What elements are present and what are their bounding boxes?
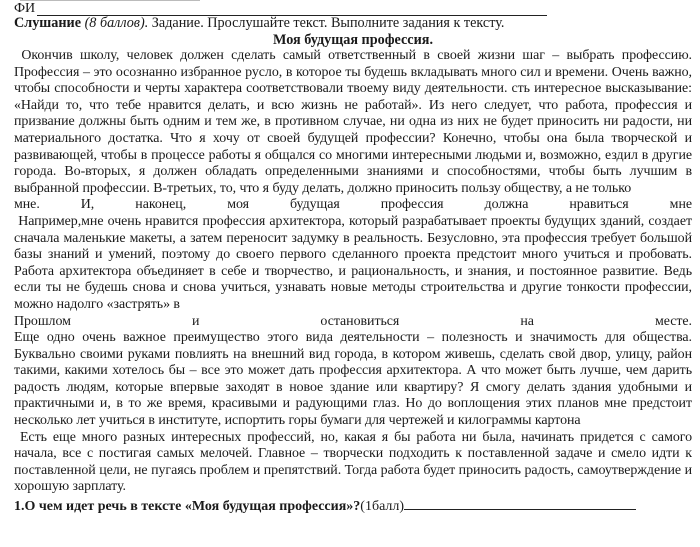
task-text: Задание. Прослушайте текст. Выполните задания к тексту. bbox=[151, 15, 505, 31]
answer-line[interactable] bbox=[404, 497, 636, 510]
task-points: (8 баллов). bbox=[84, 15, 149, 31]
question-text: 1.О чем идет речь в тексте «Моя будущая профессия»? bbox=[14, 499, 361, 515]
paragraph-1: Окончив школу, человек должен сделать самый ответственный в своей жизни шаг – выбрать профессию. Профессия – это осознанно избранное русло, в которое ты будешь вкладывать много сил и времени. Очень важно, чтобы способности и черты характера соответствовали твоему виду деятельности. сть интересное высказывание: «Найди то, что тебе нравится делать, и всю жизнь не работай». Из него следует, что работа, профессия и призвание должны быть одним и тем же, в противном случае, ни одна из них не будет приносить ни радости, ни материального достатка. Что я хочу от своей будущей профессии? Конечно, чтобы она была творческой и развивающей, чтобы в процессе работы я общался со многими интересными людьми и, возможно, ездил в другие города. Во-вторых, я должен обладать определенными знаниями и способностями, чтобы быть лучшим в выбранной профессии. В-третьих, то, что я буду делать, должно приносить пользу обществу, а не только bbox=[14, 48, 692, 196]
spread-line-1: мне. И, наконец, моя будущая профессия должна нравиться мне bbox=[14, 197, 692, 213]
paragraph-3: Еще одно очень важное преимущество этого вида деятельности – полезность и значимость для общества. Буквально своими руками повлиять на внешний вид города, в котором живешь, сделать свой двор, улицу, район такими, какими хотелось бы – все это может дать профессия архитектора. А что может быть лучше, чем дарить радость людям, которые впервые заходят в новое здание или квартиру? Я смогу делать здания удобными и практичными и, в то же время, красивыми и радующими глаз. Но до воплощения этих планов мне предстоит несколько лет учиться в институте, испортить горы бумаги для чертежей и килограммы картона bbox=[14, 330, 692, 429]
name-label: ФИ bbox=[14, 1, 36, 16]
paragraph-4: Есть еще много разных интересных профессий, но, какая я бы работа ни была, начинать придется с самого начала, все с постигая самых мелочей. Главное – творчески подходить к поставленной задаче и смело идти к поставленной цели, не пугаясь проблем и препятствий. Тогда работа будет приносить радость, самоутверждение и хорошую зарплату. bbox=[14, 429, 692, 495]
paragraph-2: Например,мне очень нравится профессия архитектора, который разрабатывает проекты будущих зданий, создает сначала маленькие макеты, а затем переносит задумку в реальность. Безусловно, эта профессия требует большой базы знаний и умений, поэтому до своего первого сделанного проекта предстоит много учиться и пробовать. Работа архитектора объединяет в себе и творчество, и рациональность, и знания, и постоянное развитие. Ведь если ты не будешь снова и снова учиться, узнавать новые методы строительства и другие тонкости профессии, можно надолго «застрять» в bbox=[14, 213, 692, 312]
question-1 bbox=[14, 497, 692, 515]
question-points: (1балл) bbox=[360, 499, 405, 515]
reading-text bbox=[14, 48, 692, 496]
name-field-row bbox=[14, 1, 692, 16]
spread-line-2: Прошлом и остановиться на месте. bbox=[14, 313, 692, 329]
task-section-name: Слушание bbox=[14, 15, 82, 31]
task-instructions bbox=[14, 16, 692, 32]
text-title: Моя будущая профессия. bbox=[272, 32, 433, 48]
